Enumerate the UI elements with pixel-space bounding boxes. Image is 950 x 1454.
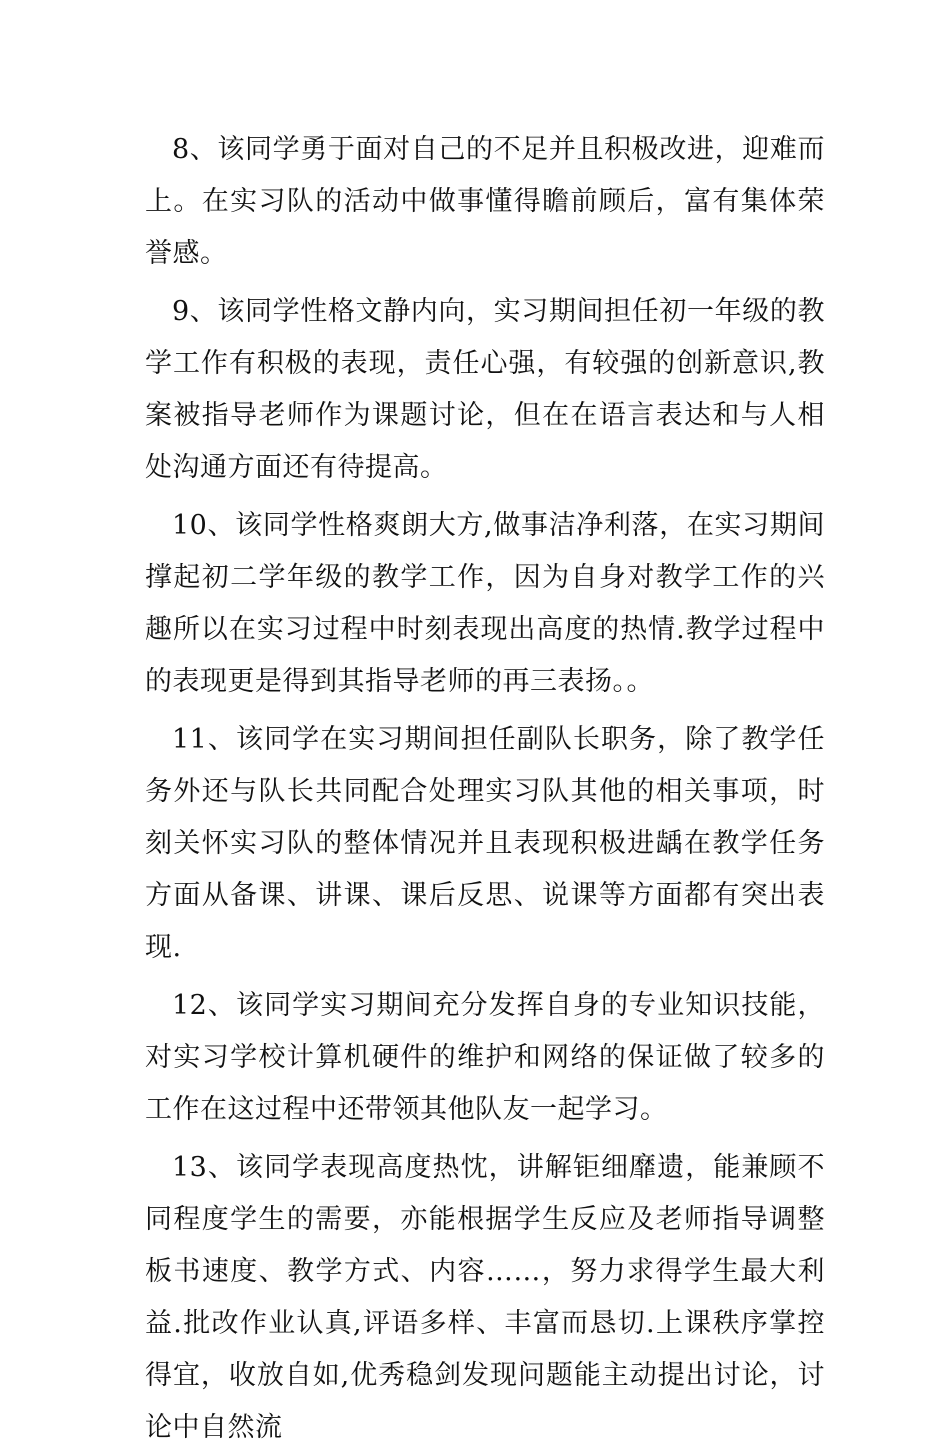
paragraph-9: 9、该同学性格文静内向，实习期间担任初一年级的教学工作有积极的表现，责任心强，有较强的创新意识,教案被指导老师作为课题讨论，但在在语言表达和与人相处沟通方面还有待提高。 [145, 296, 825, 483]
paragraph-11: 11、该同学在实习期间担任副队长职务，除了教学任务外还与队长共同配合处理实习队其他的相关事项，时刻关怀实习队的整体情况并且表现积极进龋在教学任务方面从备课、讲课、课后反思、说课等方面都有突出表现. [145, 724, 825, 963]
paragraph-12: 12、该同学实习期间充分发挥自身的专业知识技能，对实习学校计算机硬件的维护和网络的保证做了较多的工作在这过程中还带领其他队友一起学习。 [145, 990, 825, 1125]
paragraph-13: 13、该同学表现高度热忱，讲解钜细靡遗，能兼顾不同程度学生的需要，亦能根据学生反应及老师指导调整板书速度、教学方式、内容……，努力求得学生最大利益.批改作业认真,评语多样、丰富而恳切.上课秩序掌控得宜，收放自如,优秀稳剑发现问题能主动提出讨论，讨论中自然流 [145, 1152, 825, 1443]
paragraph-10: 10、该同学性格爽朗大方,做事洁净利落，在实习期间撑起初二学年级的教学工作，因为自身对教学工作的兴趣所以在实习过程中时刻表现出高度的热情.教学过程中的表现更是得到其指导老师的再三表扬。。 [145, 510, 825, 697]
paragraph-8: 8、该同学勇于面对自己的不足并且积极改进，迎难而上。在实习队的活动中做事懂得瞻前顾后，富有集体荣誉感。 [145, 134, 825, 269]
document-body [145, 124, 825, 1454]
